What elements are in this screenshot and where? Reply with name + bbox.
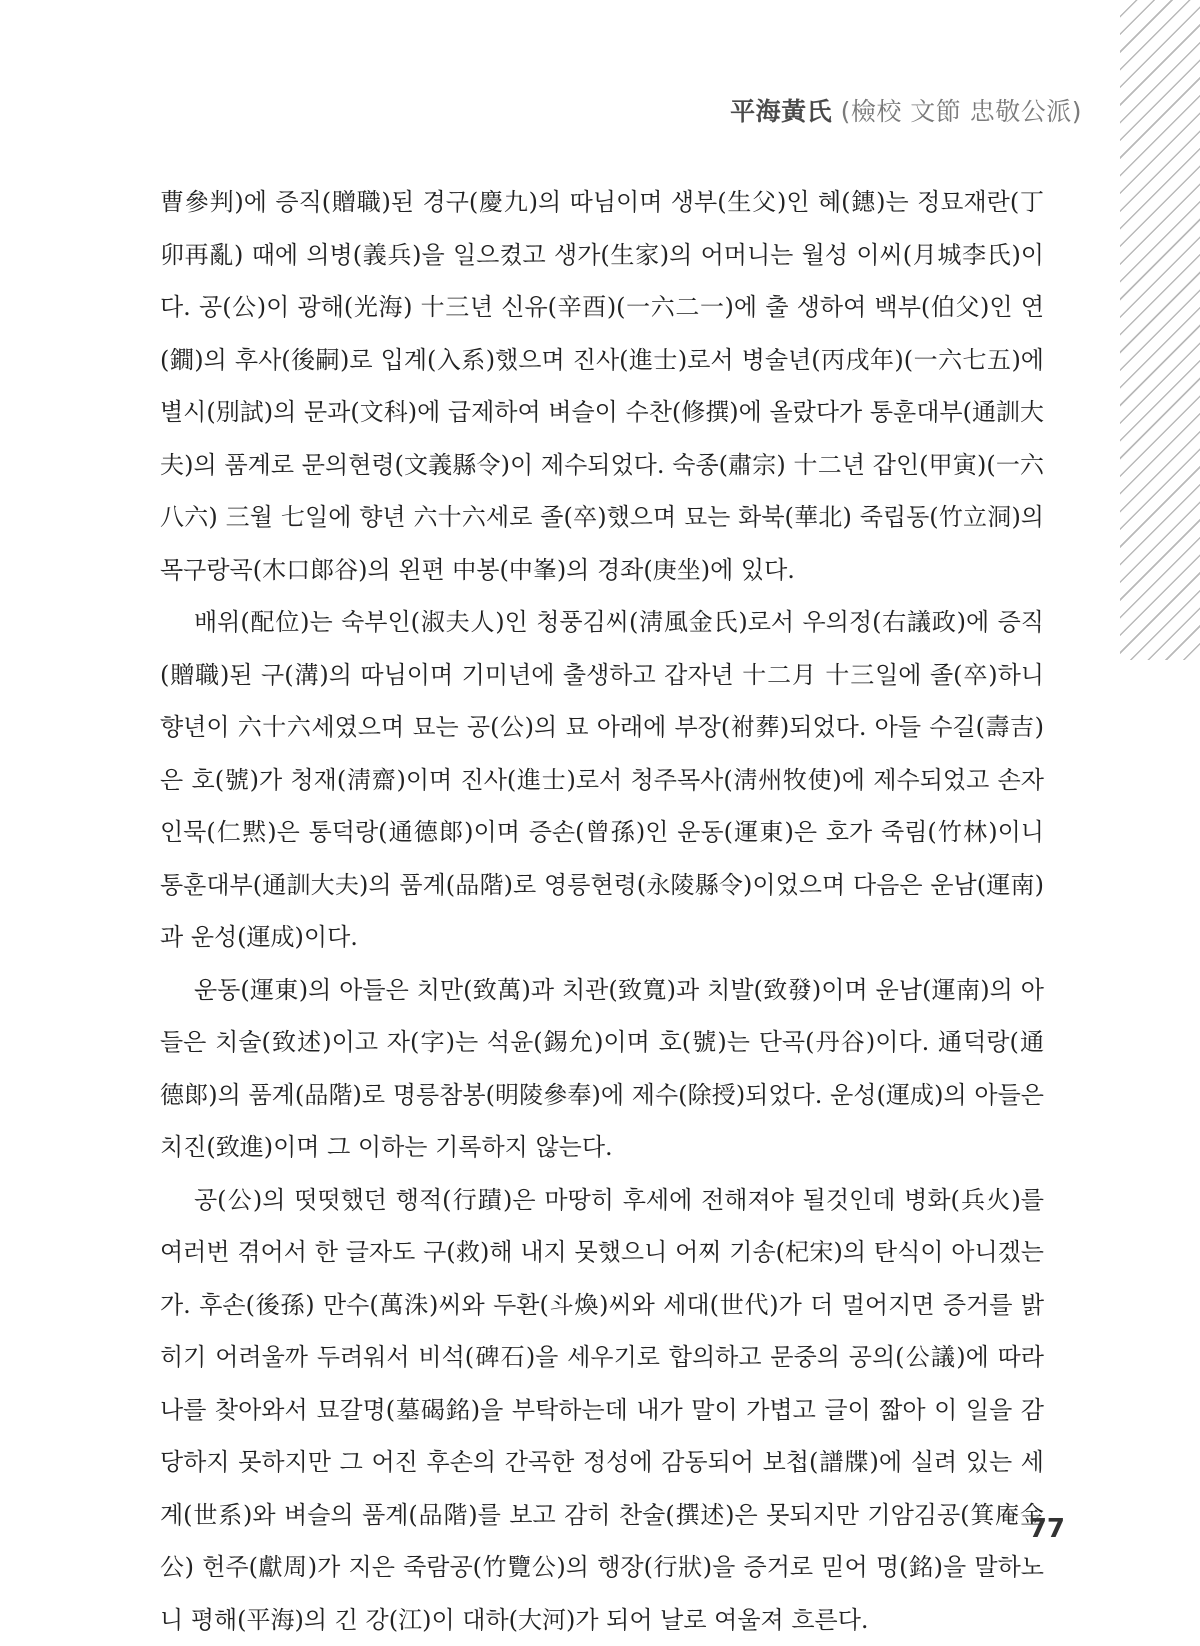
paragraph-3: 운동(運東)의 아들은 치만(致萬)과 치관(致寬)과 치발(致發)이며 운남(運南)의 아들은 치술(致述)이고 자(字)는 석윤(錫允)이며 호(號)는 단곡(丹谷)이다. 通덕랑(通德郞)의 품계(品階)로 명릉참봉(明陵參奉)에 제수(除授)되었다. 운성(運成)의 아들은 치진(致進)이며 그 이하는 기록하지 않는다. xyxy=(160,964,1044,1174)
paragraph-4: 공(公)의 떳떳했던 행적(行蹟)은 마땅히 후세에 전해져야 될것인데 병화(兵火)를 여러번 겪어서 한 글자도 구(救)해 내지 못했으니 어찌 기송(杞宋)의 탄식이 아니겠는가. 후손(後孫) 만수(萬洙)씨와 두환(斗煥)씨와 세대(世代)가 더 멀어지면 증거를 밝히기 어려울까 두려워서 비석(碑石)을 세우기로 합의하고 문중의 공의(公議)에 따라 나를 찾아와서 묘갈명(墓碣銘)을 부탁하는데 내가 말이 가볍고 글이 짧아 이 일을 감당하지 못하지만 그 어진 후손의 간곡한 정성에 감동되어 보첩(譜牒)에 실려 있는 세계(世系)와 벼슬의 품계(品階)를 보고 감히 찬술(撰述)은 못되지만 기암김공(箕庵金公) 헌주(獻周)가 지은 죽람공(竹覽公)의 행장(行狀)을 증거로 믿어 명(銘)을 말하노니 평해(平海)의 긴 강(江)이 대하(大河)가 되어 날로 여울져 흐른다. xyxy=(160,1174,1044,1646)
paragraph-2: 배위(配位)는 숙부인(淑夫人)인 청풍김씨(淸風金氏)로서 우의정(右議政)에 증직(贈職)된 구(溝)의 따님이며 기미년에 출생하고 갑자년 十二月 十三일에 졸(卒)하니 향년이 六十六세였으며 묘는 공(公)의 묘 아래에 부장(祔葬)되었다. 아들 수길(壽吉)은 호(號)가 청재(淸齋)이며 진사(進士)로서 청주목사(淸州牧使)에 제수되었고 손자 인묵(仁黙)은 통덕랑(通德郞)이며 증손(曾孫)인 운동(運東)은 호가 죽림(竹林)이니 통훈대부(通訓大夫)의 품계(品階)로 영릉현령(永陵縣令)이었으며 다음은 운남(運南)과 운성(運成)이다. xyxy=(160,596,1044,964)
page-number: 77 xyxy=(1029,1514,1065,1544)
body-text xyxy=(160,176,1044,1646)
paragraph-1: 曹參判)에 증직(贈職)된 경구(慶九)의 따님이며 생부(生父)인 혜(鏸)는 정묘재란(丁卯再亂) 때에 의병(義兵)을 일으켰고 생가(生家)의 어머니는 월성 이씨(月城李氏)이다. 공(公)이 광해(光海) 十三년 신유(辛酉)(一六二一)에 출 생하여 백부(伯父)인 연(鐗)의 후사(後嗣)로 입계(入系)했으며 진사(進士)로서 병술년(丙戌年)(一六七五)에 별시(別試)의 문과(文科)에 급제하여 벼슬이 수찬(修撰)에 올랐다가 통훈대부(通訓大夫)의 품계로 문의현령(文義縣令)이 제수되었다. 숙종(肅宗) 十二년 갑인(甲寅)(一六八六) 三월 七일에 향년 六十六세로 졸(卒)했으며 묘는 화북(華北) 죽립동(竹立洞)의 목구랑곡(木口郞谷)의 왼편 中봉(中峯)의 경좌(庚坐)에 있다. xyxy=(160,176,1044,596)
running-header xyxy=(730,92,1082,128)
header-title: 平海黃氏 xyxy=(730,97,832,126)
header-subtitle: (檢校 文節 忠敬公派) xyxy=(841,97,1082,126)
decorative-hatch-pattern xyxy=(1120,0,1200,660)
